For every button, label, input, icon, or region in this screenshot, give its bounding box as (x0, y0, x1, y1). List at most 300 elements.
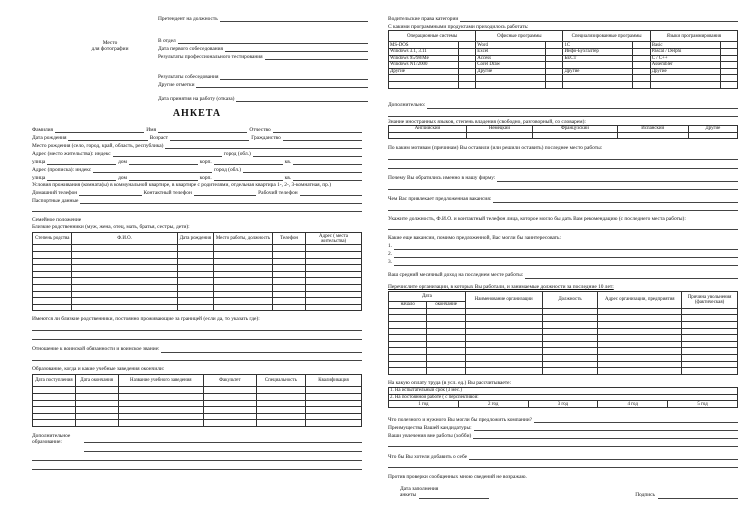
software-cell (563, 82, 633, 89)
table-cell[interactable] (72, 265, 177, 272)
table-cell[interactable] (389, 335, 427, 342)
table-cell[interactable] (306, 278, 362, 285)
table-cell[interactable] (75, 387, 118, 394)
personal-field[interactable] (158, 125, 247, 133)
table-cell[interactable] (427, 322, 465, 329)
table-cell[interactable] (542, 348, 598, 355)
table-cell[interactable] (465, 348, 542, 355)
personal-field[interactable] (129, 173, 198, 181)
checkbox-cell[interactable] (720, 49, 738, 56)
blank-line[interactable] (32, 462, 362, 470)
header-field[interactable] (225, 44, 368, 52)
table-cell[interactable] (118, 387, 204, 394)
table-cell[interactable] (306, 407, 362, 414)
checkbox-cell[interactable] (458, 82, 475, 89)
blank-line[interactable] (32, 453, 362, 461)
table-cell[interactable] (617, 132, 688, 139)
table-cell[interactable] (256, 387, 305, 394)
right-page (380, 0, 750, 517)
table-cell[interactable] (72, 304, 177, 311)
blank-line[interactable] (388, 161, 738, 169)
table-cell[interactable] (213, 271, 272, 278)
table-cell[interactable] (273, 291, 306, 298)
software-cell (476, 75, 546, 82)
personal-field[interactable] (253, 149, 362, 157)
table-cell[interactable] (177, 252, 213, 259)
checkbox-cell[interactable] (546, 42, 563, 49)
table-cell[interactable] (465, 361, 542, 368)
table-cell[interactable] (306, 400, 362, 407)
vacancy-field[interactable] (394, 242, 738, 250)
table-cell[interactable] (33, 387, 76, 394)
table-cell[interactable] (598, 348, 682, 355)
table-cell[interactable] (598, 368, 682, 375)
table-cell[interactable] (213, 304, 272, 311)
table-cell[interactable] (118, 413, 204, 420)
checkbox-cell[interactable] (720, 82, 738, 89)
table-cell[interactable] (542, 315, 598, 322)
software-cell: MS-DOS (389, 42, 459, 49)
header-line: Дата принятия на работу (отказа) (158, 94, 368, 102)
table-cell[interactable] (542, 355, 598, 362)
table-cell[interactable] (273, 252, 306, 259)
recommend-question: Укажите должность, Ф.И.О. и контактный телефон лица, которое могло бы дать Вам рекомендацию (с последнего места работы): (388, 215, 686, 222)
table-cell[interactable] (598, 315, 682, 322)
table-cell[interactable] (427, 315, 465, 322)
checkbox-cell[interactable] (546, 55, 563, 62)
table-cell[interactable] (389, 132, 467, 139)
table-cell[interactable] (427, 308, 465, 315)
table-cell[interactable] (33, 265, 72, 272)
software-cell (476, 82, 546, 89)
table-cell[interactable] (213, 245, 272, 252)
checkbox-cell[interactable] (633, 75, 650, 82)
table-cell[interactable] (542, 322, 598, 329)
table-cell[interactable] (427, 361, 465, 368)
personal-field[interactable] (165, 141, 362, 149)
table-cell[interactable] (465, 328, 542, 335)
table-cell[interactable] (598, 335, 682, 342)
checkbox-cell[interactable] (546, 49, 563, 56)
header-line: Другие отметки (158, 80, 368, 88)
table-cell[interactable] (33, 291, 72, 298)
table-cell[interactable] (33, 400, 76, 407)
blank-line[interactable] (388, 460, 738, 468)
table-cell[interactable] (542, 308, 598, 315)
header-field[interactable] (178, 36, 368, 44)
relatives-table (32, 232, 362, 311)
table-cell[interactable] (273, 265, 306, 272)
table-cell[interactable] (306, 420, 362, 427)
table-cell[interactable] (682, 348, 738, 355)
table-cell[interactable] (33, 285, 72, 292)
table-cell[interactable] (427, 368, 465, 375)
personal-field[interactable] (68, 133, 147, 141)
table-cell[interactable] (72, 278, 177, 285)
table-cell[interactable] (306, 413, 362, 420)
personal-field[interactable] (214, 173, 283, 181)
software-cell (650, 75, 720, 82)
table-cell[interactable] (306, 304, 362, 311)
table-cell[interactable] (177, 245, 213, 252)
table-cell[interactable] (204, 420, 257, 427)
table-cell[interactable] (204, 413, 257, 420)
table-cell[interactable] (75, 413, 118, 420)
work-phone-field[interactable] (300, 188, 362, 196)
license-field[interactable] (460, 14, 738, 22)
personal-row: Фамилия Имя Отчество (32, 125, 362, 133)
software-cell: Access (476, 55, 546, 62)
table-cell[interactable] (273, 285, 306, 292)
blank-line[interactable] (388, 109, 738, 117)
table-cell[interactable] (427, 341, 465, 348)
table-cell[interactable] (256, 407, 305, 414)
table-cell[interactable] (204, 387, 257, 394)
blank-line[interactable] (388, 222, 738, 230)
checkbox-cell[interactable] (633, 68, 650, 75)
table-cell[interactable] (598, 322, 682, 329)
header-field[interactable] (196, 80, 368, 88)
additional-row: Дополнительно: (388, 101, 738, 109)
header-field[interactable] (236, 94, 368, 102)
table-cell[interactable] (256, 400, 305, 407)
table-cell[interactable] (465, 315, 542, 322)
table-cell[interactable] (118, 407, 204, 414)
table-row (389, 315, 738, 322)
table-cell[interactable] (306, 265, 362, 272)
checkbox-cell[interactable] (633, 55, 650, 62)
table-cell[interactable] (177, 298, 213, 305)
table-cell[interactable] (427, 355, 465, 362)
personal-field[interactable] (129, 157, 198, 165)
form-title: АНКЕТА (172, 108, 222, 119)
header-field[interactable] (265, 52, 368, 60)
table-cell[interactable] (256, 420, 305, 427)
table-subheader: начало окончание (389, 302, 738, 309)
table-cell[interactable] (389, 322, 427, 329)
personal-field[interactable] (47, 157, 116, 165)
table-cell[interactable] (33, 407, 76, 414)
vacancy-line: 3. (388, 258, 738, 266)
table-cell[interactable] (33, 245, 72, 252)
table-cell[interactable] (682, 361, 738, 368)
checkbox-cell[interactable] (720, 62, 738, 69)
table-cell[interactable] (306, 258, 362, 265)
personal-field[interactable] (55, 125, 144, 133)
table-cell[interactable] (598, 361, 682, 368)
table-cell[interactable] (213, 265, 272, 272)
table-cell[interactable] (306, 291, 362, 298)
table-cell[interactable] (213, 298, 272, 305)
table-cell[interactable] (72, 271, 177, 278)
year-cell[interactable]: 4 год (598, 401, 668, 408)
checkbox-cell[interactable] (720, 75, 738, 82)
table-cell[interactable] (542, 341, 598, 348)
table-cell[interactable] (682, 368, 738, 375)
personal-field[interactable] (113, 149, 222, 157)
table-row (389, 368, 738, 375)
software-cell: Basic (650, 42, 720, 49)
table-cell[interactable] (682, 335, 738, 342)
table-cell[interactable] (306, 393, 362, 400)
table-cell[interactable] (75, 400, 118, 407)
table-cell[interactable] (72, 252, 177, 259)
table-cell[interactable] (273, 298, 306, 305)
table-cell[interactable] (177, 265, 213, 272)
hobbies-field[interactable] (473, 431, 738, 439)
table-cell[interactable] (682, 308, 738, 315)
table-row (33, 258, 362, 265)
table-cell[interactable] (204, 400, 257, 407)
table-cell[interactable] (465, 335, 542, 342)
blank-line[interactable] (32, 332, 362, 340)
table-row (389, 55, 738, 62)
personal-field[interactable] (293, 157, 362, 165)
year-cell[interactable]: 5 год (668, 401, 738, 408)
checkbox-cell[interactable] (458, 55, 475, 62)
table-cell[interactable] (213, 291, 272, 298)
table-cell[interactable] (204, 393, 257, 400)
table-cell[interactable] (213, 252, 272, 259)
checkbox-cell[interactable] (546, 62, 563, 69)
blank-line[interactable] (32, 323, 362, 331)
table-cell[interactable] (256, 413, 305, 420)
table-cell[interactable] (598, 341, 682, 348)
table-cell[interactable] (204, 407, 257, 414)
table-cell[interactable] (177, 291, 213, 298)
advantages-field[interactable] (474, 423, 738, 431)
table-cell[interactable] (273, 271, 306, 278)
table-cell[interactable] (682, 341, 738, 348)
abroad-question: Имеются ли близкие родственники, постоянно проживающие за границей (если да, то указать где): (32, 316, 260, 323)
table-row (33, 407, 362, 414)
additional-field[interactable] (427, 101, 738, 109)
table-cell[interactable] (306, 252, 362, 259)
table-cell[interactable] (75, 407, 118, 414)
table-cell[interactable] (465, 341, 542, 348)
contact-phone-field[interactable] (194, 188, 256, 196)
table-cell[interactable] (427, 328, 465, 335)
table-cell[interactable] (465, 368, 542, 375)
table-cell[interactable] (542, 361, 598, 368)
table-cell[interactable] (389, 355, 427, 362)
table-cell[interactable] (72, 245, 177, 252)
personal-row: Адрес (место жительства): индекс город (обл.) (32, 149, 362, 157)
education-table (32, 374, 362, 427)
motives-question: По каким мотивам (причинам) Вы оставили (или решили оставить) последнее место работы: (388, 145, 603, 152)
table-cell[interactable] (598, 355, 682, 362)
passport-row: Паспортные данные (32, 196, 362, 204)
blank-line[interactable] (84, 435, 362, 443)
table-cell[interactable] (75, 393, 118, 400)
software-cell (389, 82, 459, 89)
table-cell[interactable] (682, 355, 738, 362)
why-us-field[interactable] (497, 174, 738, 182)
blank-line[interactable] (32, 353, 362, 361)
table-row (33, 245, 362, 252)
checkbox-cell[interactable] (633, 82, 650, 89)
table-cell[interactable] (33, 420, 76, 427)
table-cell[interactable] (75, 420, 118, 427)
table-cell[interactable] (213, 258, 272, 265)
year-cell[interactable]: 2 год (458, 401, 528, 408)
table-cell[interactable] (542, 328, 598, 335)
table-cell[interactable] (427, 348, 465, 355)
table-cell[interactable] (389, 315, 427, 322)
personal-field[interactable] (47, 173, 116, 181)
table-cell[interactable] (465, 322, 542, 329)
military-field[interactable] (161, 345, 362, 353)
table-cell[interactable] (177, 258, 213, 265)
table-cell[interactable] (306, 285, 362, 292)
personal-field[interactable] (283, 133, 362, 141)
blank-line[interactable] (32, 204, 362, 212)
year-cell[interactable]: 1 год (389, 401, 459, 408)
attracts-field[interactable] (493, 195, 738, 203)
table-cell[interactable] (542, 368, 598, 375)
checkbox-cell[interactable] (546, 82, 563, 89)
checkbox-cell[interactable] (720, 55, 738, 62)
table-cell[interactable] (177, 278, 213, 285)
software-cell: Другие (563, 68, 633, 75)
blank-line[interactable] (84, 444, 362, 452)
blank-line[interactable] (388, 182, 738, 190)
table-cell[interactable] (427, 335, 465, 342)
checkbox-cell[interactable] (633, 42, 650, 49)
table-cell[interactable] (118, 420, 204, 427)
table-cell[interactable] (465, 308, 542, 315)
table-cell[interactable] (33, 393, 76, 400)
software-cell: Windows 3.1, 3.11 (389, 49, 459, 56)
blank-line[interactable] (388, 203, 738, 211)
table-cell[interactable] (33, 252, 72, 259)
table-cell[interactable] (33, 413, 76, 420)
table-cell[interactable] (72, 291, 177, 298)
personal-field[interactable] (93, 165, 212, 173)
table-cell[interactable] (213, 285, 272, 292)
checkbox-cell[interactable] (546, 68, 563, 75)
table-cell[interactable] (533, 132, 618, 139)
personal-field[interactable] (170, 133, 249, 141)
add-field[interactable] (469, 452, 738, 460)
vacancy-field[interactable] (394, 258, 738, 266)
personal-field[interactable] (273, 125, 362, 133)
table-cell[interactable] (177, 304, 213, 311)
table-cell[interactable] (33, 304, 72, 311)
personal-field[interactable] (214, 157, 283, 165)
table-cell[interactable] (72, 298, 177, 305)
checkbox-cell[interactable] (546, 75, 563, 82)
table-cell[interactable] (118, 400, 204, 407)
vacancies-question: Какие еще вакансии, помимо предложенной, Вас могли бы заинтересовать: (388, 235, 561, 242)
date-field[interactable] (419, 493, 489, 499)
checkbox-cell[interactable] (458, 75, 475, 82)
application-header (158, 14, 368, 102)
software-cell: Corel Draw (476, 62, 546, 69)
table-cell[interactable] (72, 258, 177, 265)
table-cell[interactable] (33, 258, 72, 265)
software-cell: Windows 95/98/Me (389, 55, 459, 62)
header-field[interactable] (220, 72, 368, 80)
table-cell[interactable] (273, 245, 306, 252)
signature-field[interactable] (658, 493, 738, 499)
table-cell[interactable] (177, 271, 213, 278)
table-cell[interactable] (389, 308, 427, 315)
table-cell[interactable] (598, 328, 682, 335)
personal-field[interactable] (243, 165, 362, 173)
checkbox-cell[interactable] (633, 62, 650, 69)
vacancy-line: 2. (388, 250, 738, 258)
checkbox-cell[interactable] (458, 62, 475, 69)
table-cell[interactable] (389, 368, 427, 375)
table-cell[interactable] (682, 328, 738, 335)
table-cell[interactable] (389, 341, 427, 348)
table-cell[interactable] (256, 393, 305, 400)
table-cell[interactable] (389, 361, 427, 368)
personal-row: улица дом корп. кв. (32, 157, 362, 165)
table-cell[interactable] (465, 355, 542, 362)
checkbox-cell[interactable] (458, 49, 475, 56)
table-cell[interactable] (389, 348, 427, 355)
living-conditions: Условия проживания (комната(ы) в коммунальной квартире, в квартире с родителями, отдельная квартира 1-, 2-, 3-комнатная, пр.) (32, 182, 331, 188)
table-cell[interactable] (33, 298, 72, 305)
table-cell[interactable] (306, 298, 362, 305)
table-cell[interactable] (273, 304, 306, 311)
table-cell[interactable] (306, 271, 362, 278)
advantages-row: Преимущества Вашей кандидатуры: (388, 423, 738, 431)
table-cell[interactable] (542, 335, 598, 342)
checkbox-cell[interactable] (720, 42, 738, 49)
table-cell[interactable] (273, 258, 306, 265)
salary-row: 2. На постоянной работе ( с перспективой: (389, 394, 738, 401)
table-cell[interactable] (306, 387, 362, 394)
table-row (389, 132, 738, 139)
checkbox-cell[interactable] (458, 42, 475, 49)
blank-line[interactable] (388, 439, 738, 447)
vacancy-field[interactable] (394, 250, 738, 258)
table-cell[interactable] (72, 285, 177, 292)
table-cell[interactable] (688, 132, 737, 139)
table-cell[interactable] (118, 393, 204, 400)
useful-field[interactable] (534, 415, 738, 423)
checkbox-cell[interactable] (720, 68, 738, 75)
income-field[interactable] (525, 271, 738, 279)
table-cell[interactable] (682, 322, 738, 329)
home-phone-field[interactable] (79, 188, 141, 196)
family-status: Семейное положение (32, 217, 82, 224)
table-row (33, 298, 362, 305)
table-cell[interactable] (682, 315, 738, 322)
table-cell[interactable] (33, 271, 72, 278)
passport-field[interactable] (80, 196, 362, 204)
table-cell[interactable] (273, 278, 306, 285)
table-cell[interactable] (466, 132, 532, 139)
blank-line[interactable] (388, 152, 738, 160)
personal-field[interactable] (293, 173, 362, 181)
table-cell[interactable] (389, 328, 427, 335)
checkbox-cell[interactable] (458, 68, 475, 75)
header-field[interactable] (220, 14, 368, 22)
table-cell[interactable] (598, 308, 682, 315)
table-cell[interactable] (33, 278, 72, 285)
table-cell[interactable] (213, 278, 272, 285)
year-cell[interactable]: 3 год (528, 401, 598, 408)
table-cell[interactable] (177, 285, 213, 292)
software-cell: Pascal / Delphi (650, 49, 720, 56)
table-cell[interactable] (306, 245, 362, 252)
signature-block: Дата заполнения анкеты Подпись (388, 486, 738, 499)
checkbox-cell[interactable] (633, 49, 650, 56)
